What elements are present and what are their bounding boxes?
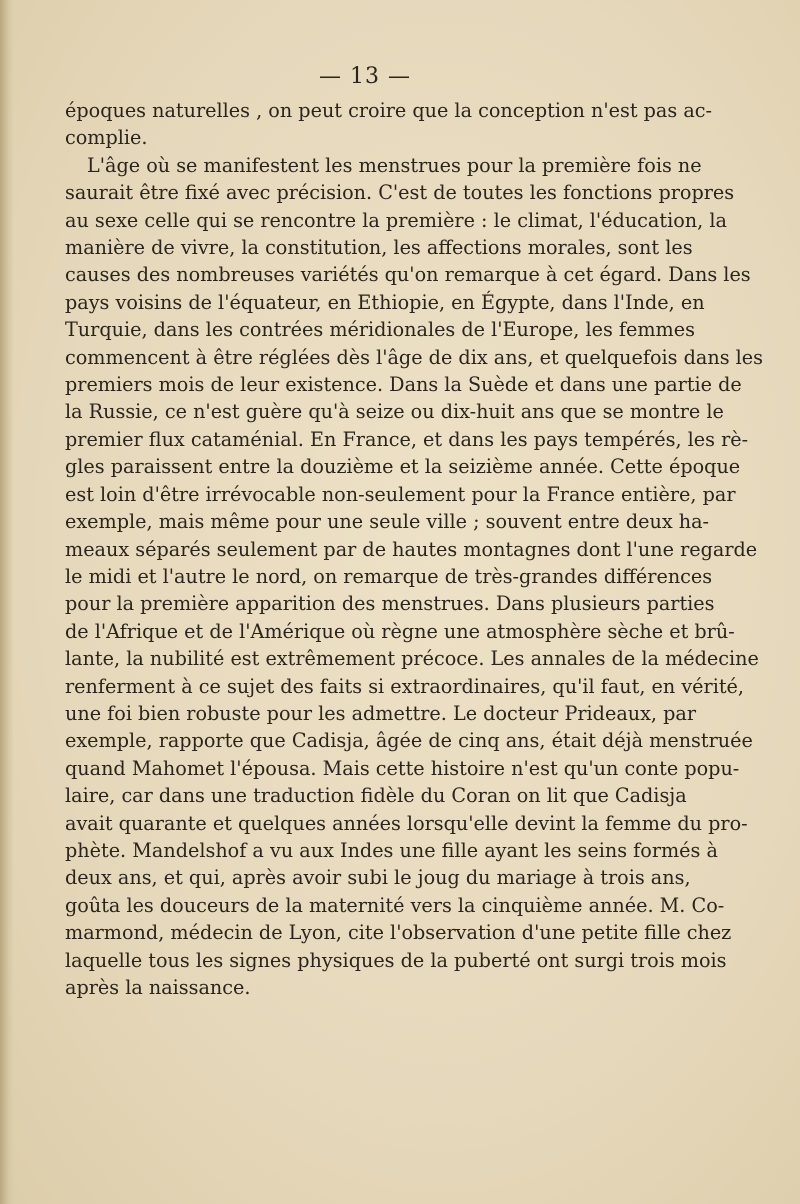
text-line: marmond, médecin de Lyon, cite l'observation d'une petite fille chez — [65, 921, 732, 945]
text-line: gles paraissent entre la douzième et la seizième année. Cette époque — [65, 455, 741, 479]
text-line: commencent à être réglées dès l'âge de dix ans, et quelquefois dans les — [65, 345, 763, 369]
text-line: causes des nombreuses variétés qu'on remarque à cet égard. Dans les — [65, 263, 751, 287]
text-line: le midi et l'autre le nord, on remarque de très-grandes différences — [65, 564, 713, 588]
text-line: premier flux cataménial. En France, et dans les pays tempérés, les rè- — [65, 427, 749, 451]
text-line: phète. Mandelshof a vu aux Indes une fille ayant les seins formés à — [65, 838, 718, 862]
page-number: — 13 — — [319, 64, 411, 89]
text-line: renferment à ce sujet des faits si extraordinaires, qu'il faut, en vérité, — [65, 674, 745, 698]
text-line: goûta les douceurs de la maternité vers la cinquième année. M. Co- — [65, 893, 725, 917]
text-line: avait quarante et quelques années lorsqu'elle devint la femme du pro- — [65, 811, 748, 835]
text-line: époques naturelles , on peut croire que la conception n'est pas ac- — [65, 99, 712, 122]
text-line: laire, car dans une traduction fidèle du Coran on lit que Cadisja — [65, 784, 687, 808]
body-text — [65, 97, 763, 1001]
binding-shadow — [0, 0, 14, 1204]
text-line: lante, la nubilité est extrêmement précoce. Les annales de la médecine — [65, 647, 759, 671]
text-line: meaux séparés seulement par de hautes montagnes dont l'une regarde — [65, 537, 758, 561]
text-line: exemple, rapporte que Cadisja, âgée de cinq ans, était déjà menstruée — [65, 729, 753, 753]
text-line: au sexe celle qui se rencontre la première : le climat, l'éducation, la — [65, 208, 727, 232]
text-line: complie. — [65, 126, 148, 150]
text-line: Turquie, dans les contrées méridionales de l'Europe, les femmes — [65, 318, 695, 342]
text-line: pays voisins de l'équateur, en Ethiopie, en Égypte, dans l'Inde, en — [65, 290, 705, 314]
text-line: exemple, mais même pour une seule ville ; souvent entre deux ha- — [65, 510, 710, 534]
text-line: laquelle tous les signes physiques de la puberté ont surgi trois mois — [65, 948, 727, 972]
text-line: saurait être fixé avec précision. C'est de toutes les fonctions propres — [65, 181, 735, 205]
text-line: premiers mois de leur existence. Dans la Suède et dans une partie de — [65, 373, 742, 397]
text-line: manière de vivre, la constitution, les affections morales, sont les — [65, 236, 693, 260]
paragraph — [65, 152, 763, 1002]
text-line: la Russie, ce n'est guère qu'à seize ou dix-huit ans que se montre le — [65, 400, 724, 424]
text-line: quand Mahomet l'épousa. Mais cette histoire n'est qu'un conte popu- — [65, 756, 740, 780]
text-line: est loin d'être irrévocable non-seulement pour la France entière, par — [65, 482, 736, 506]
text-line: après la naissance. — [65, 976, 251, 999]
text-line: une foi bien robuste pour les admettre. Le docteur Prideaux, par — [65, 701, 697, 725]
text-line: pour la première apparition des menstrues. Dans plusieurs parties — [65, 592, 715, 616]
paragraph — [65, 97, 712, 152]
text-line: de l'Afrique et de l'Amérique où règne une atmosphère sèche et brû- — [65, 619, 735, 643]
text-line: deux ans, et qui, après avoir subi le joug du mariage à trois ans, — [65, 866, 691, 890]
text-line: L'âge où se manifestent les menstrues pour la première fois ne — [87, 153, 702, 177]
